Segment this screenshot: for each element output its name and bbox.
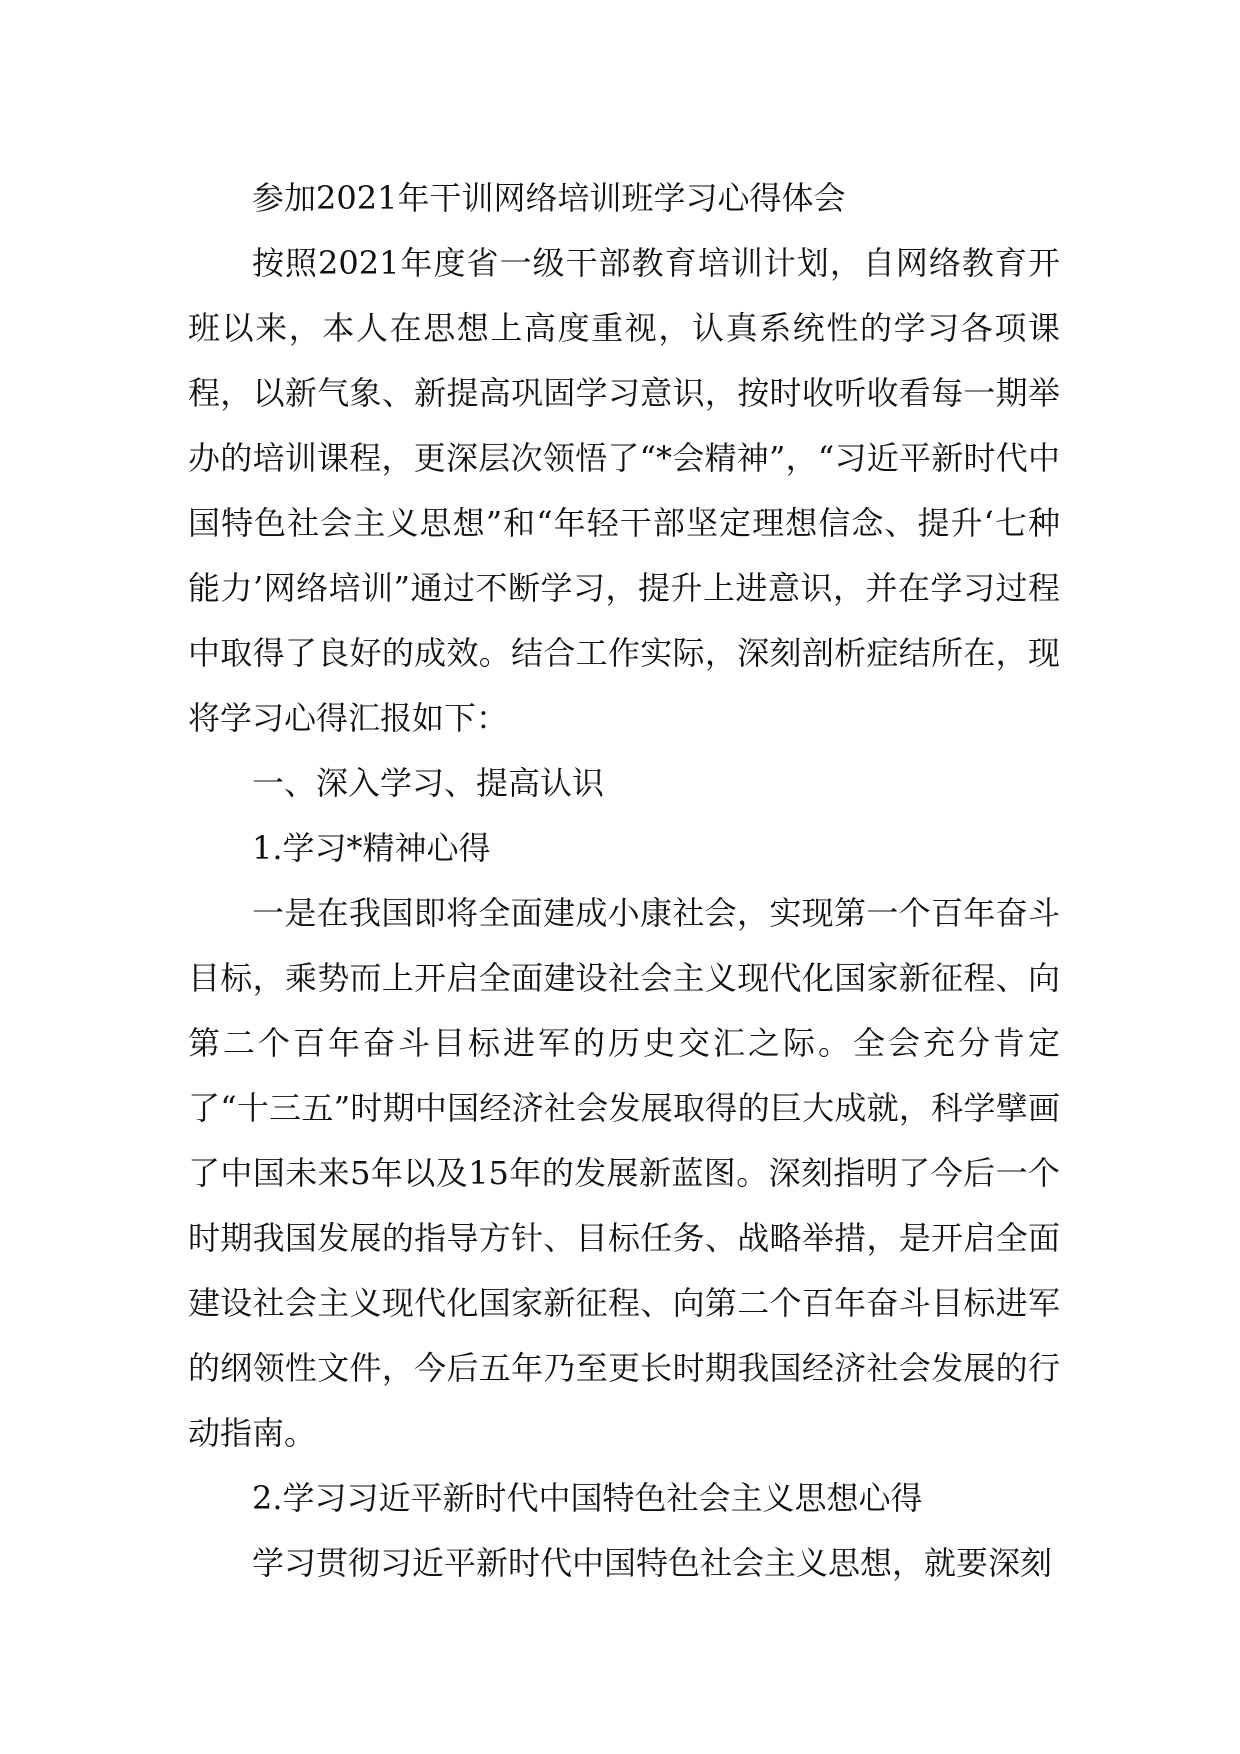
document-body	[188, 166, 1060, 1596]
document-title: 参加2021年干训网络培训班学习心得体会	[252, 179, 846, 217]
section-heading-1: 一、深入学习、提高认识	[252, 764, 605, 802]
intro-paragraph: 按照2021年度省一级干部教育培训计划，自网络教育开班以来，本人在思想上高度重视，认真系统性的学习各项课程，以新气象、新提高巩固学习意识，按时收听收看每一期举办的培训课程，更深层次领悟了“*会精神”，“习近平新时代中国特色社会主义思想”和“年轻干部坚定理想信念、提升‘七种能力’网络培训”通过不断学习，提升上进意识，并在学习过程中取得了良好的成效。结合工作实际，深刻剖析症结所在，现将学习心得汇报如下：	[188, 244, 1060, 737]
subsection-paragraph-1: 一是在我国即将全面建成小康社会，实现第一个百年奋斗目标，乘势而上开启全面建设社会主义现代化国家新征程、向第二个百年奋斗目标进军的历史交汇之际。全会充分肯定了“十三五”时期中国经济社会发展取得的巨大成就，科学擘画了中国未来5年以及15年的发展新蓝图。深刻指明了今后一个时期我国发展的指导方针、目标任务、战略举措，是开启全面建设社会主义现代化国家新征程、向第二个百年奋斗目标进军的纲领性文件，今后五年乃至更长时期我国经济社会发展的行动指南。	[188, 894, 1060, 1452]
subsection-paragraph-2: 学习贯彻习近平新时代中国特色社会主义思想，就要深刻	[252, 1544, 1053, 1582]
subsection-heading-1: 1.学习*精神心得	[252, 829, 491, 867]
subsection-heading-2: 2.学习习近平新时代中国特色社会主义思想心得	[252, 1479, 923, 1517]
